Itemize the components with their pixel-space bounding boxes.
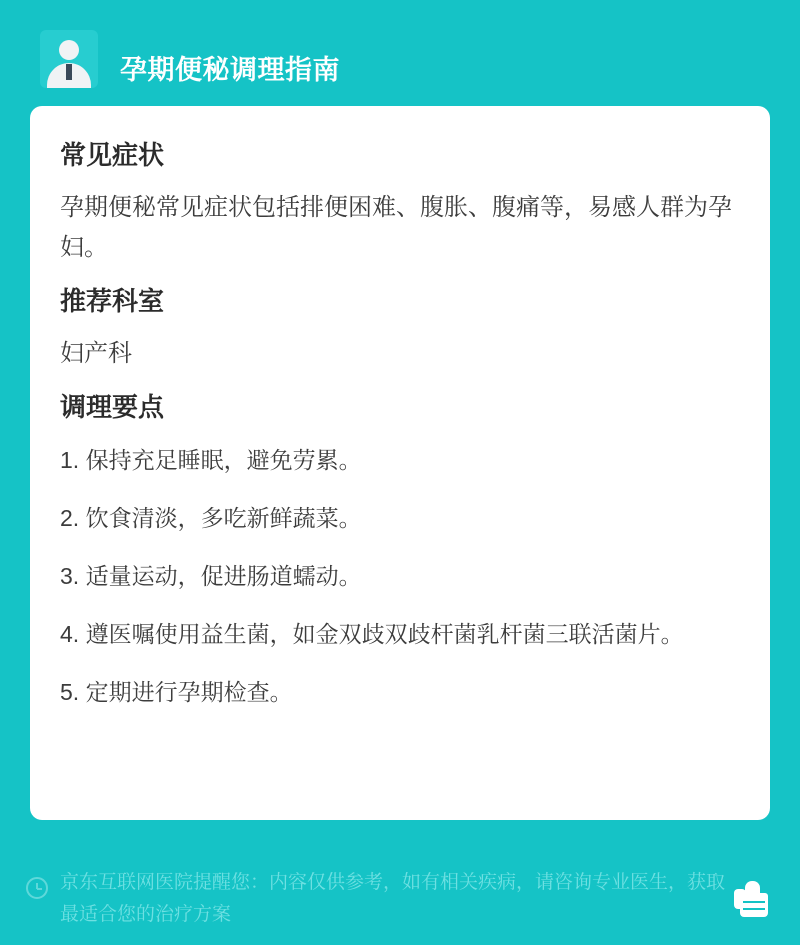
- avatar-head: [59, 40, 79, 60]
- list-item: 1. 保持充足睡眠，避免劳累。: [60, 447, 362, 473]
- footer: [0, 849, 800, 931]
- list-item: 5. 定期进行孕期检查。: [60, 679, 293, 705]
- department-text: 妇产科: [60, 340, 132, 367]
- thumb-crease-2: [743, 908, 765, 910]
- symptoms-text: 孕期便秘常见症状包括排便困难、腹胀、腹痛等，易感人群为孕妇。: [60, 194, 732, 261]
- doctor-avatar-icon: [40, 30, 98, 88]
- thumb-tip: [745, 881, 760, 897]
- thumbs-up-icon: [734, 879, 774, 921]
- avatar-tie: [66, 64, 72, 80]
- list-item: 4. 遵医嘱使用益生菌，如金双歧双歧杆菌乳杆菌三联活菌片。: [60, 621, 684, 647]
- list-item: 3. 适量运动，促进肠道蠕动。: [60, 563, 362, 589]
- list-item: 2. 饮食清淡，多吃新鲜蔬菜。: [60, 505, 362, 531]
- header: [30, 28, 770, 98]
- section-heading-points: 调理要点: [60, 392, 165, 422]
- content-card: [30, 106, 770, 820]
- points-list: [60, 440, 740, 712]
- section-heading-department: 推荐科室: [60, 286, 165, 316]
- page-title: 孕期便秘调理指南: [120, 55, 340, 85]
- thumb-crease-1: [743, 901, 765, 903]
- clock-icon: [26, 877, 48, 899]
- disclaimer-text: 京东互联网医院提醒您：内容仅供参考，如有相关疾病，请咨询专业医生，获取最适合您的治疗方案: [60, 872, 726, 925]
- section-heading-symptoms: 常见症状: [60, 140, 165, 170]
